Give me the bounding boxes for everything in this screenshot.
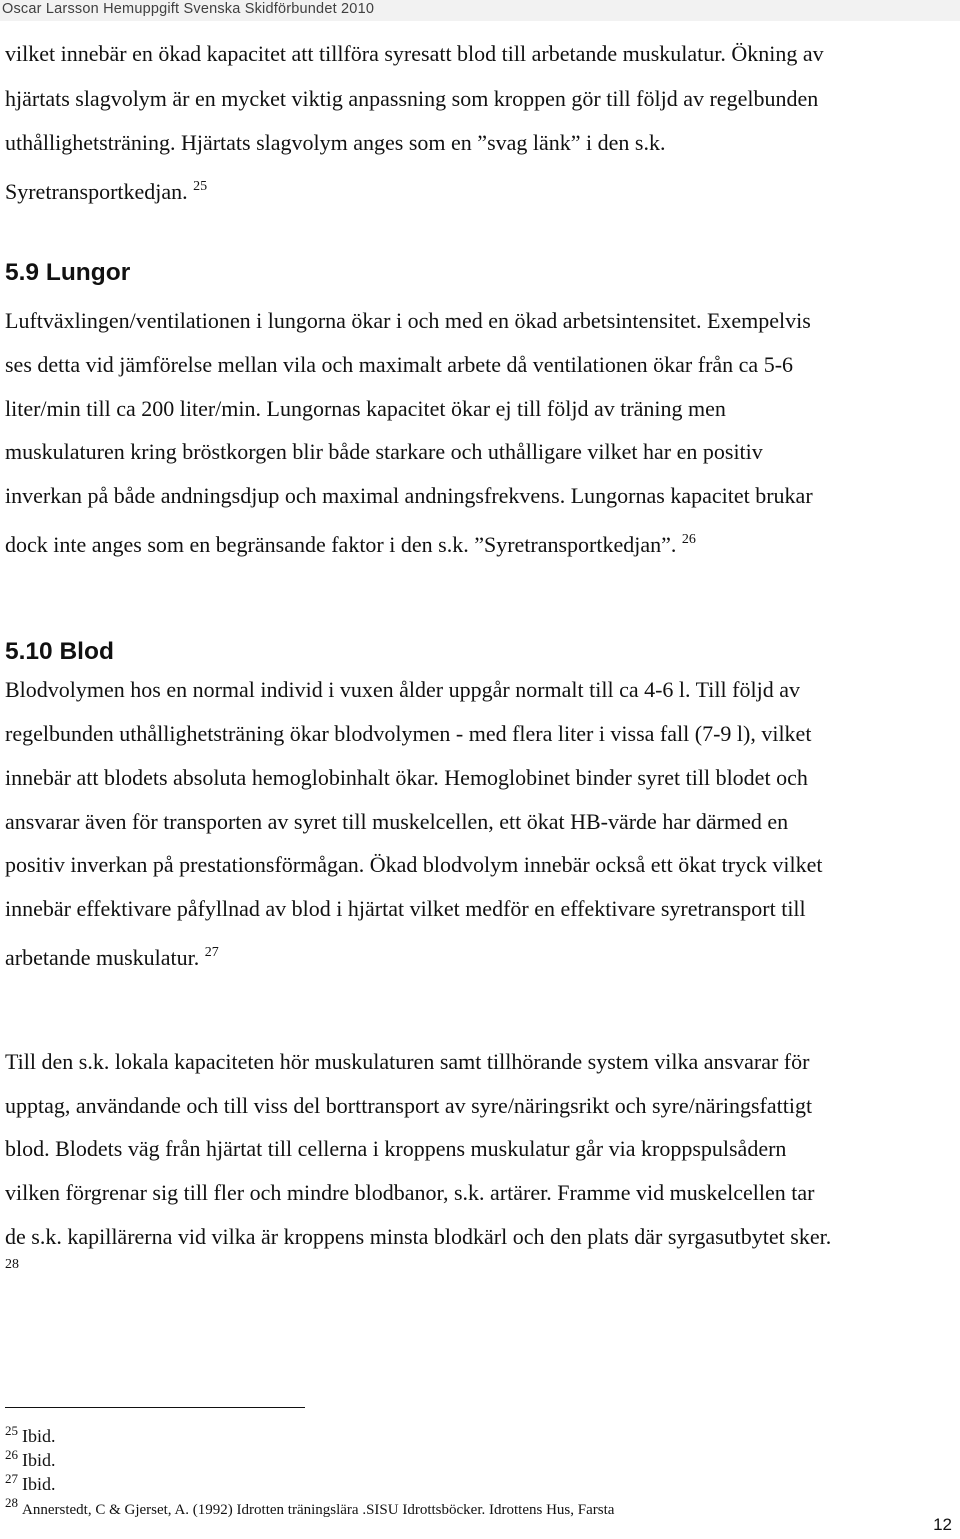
body-line: regelbunden uthållighetsträning ökar blodvolymen - med flera liter i vissa fall (7-9 l), vilket [5, 721, 812, 746]
body-line: hjärtats slagvolym är en mycket viktig anpassning som kroppen gör till följd av regelbunden [5, 86, 819, 111]
body-line: upptag, användande och till viss del borttransport av syre/näringsrikt och syre/näringsfattigt [5, 1093, 813, 1118]
running-title: Oscar Larsson Hemuppgift Svenska Skidförbundet 2010 [2, 1, 375, 17]
footnote-text: Ibid. [22, 1450, 56, 1470]
footnote-ref-26[interactable]: 26 [681, 532, 696, 547]
body-line: vilket innebär en ökad kapacitet att tillföra syresatt blod till arbetande muskulatur. Ökning av [5, 41, 824, 66]
footnote-text: Ibid. [22, 1474, 56, 1494]
body-line: Till den s.k. lokala kapaciteten hör muskulaturen samt tillhörande system vilka ansvarar för [5, 1049, 810, 1074]
body-line-text: Syretransportkedjan. [5, 179, 188, 204]
body-line: Blodvolymen hos en normal individ i vuxen ålder uppgår normalt till ca 4-6 l. Till följd av [5, 677, 800, 702]
body-line: innebär effektivare påfyllnad av blod i hjärtat vilket medför en effektivare syretransport till [5, 896, 806, 921]
footnote-ref-28[interactable]: 28 [5, 1257, 19, 1272]
body-line [5, 940, 219, 971]
footnote-25 [5, 1420, 56, 1447]
footnote-28 [5, 1492, 614, 1521]
body-line: positiv inverkan på prestationsförmågan. Ökad blodvolym innebär också ett ökat tryck vilket [5, 852, 823, 877]
footnote-number: 27 [5, 1471, 18, 1486]
body-line: innebär att blodets absoluta hemoglobinhalt ökar. Hemoglobinet binder syret till blodet och [5, 765, 808, 790]
section-heading-lungor: 5.9 Lungor [5, 259, 131, 286]
footnote-26 [5, 1444, 56, 1471]
footnote-separator [5, 1407, 305, 1408]
body-line: inverkan på både andningsdjup och maximal andningsfrekvens. Lungornas kapacitet brukar [5, 483, 813, 508]
body-line: muskulaturen kring bröstkorgen blir både starkare och uthålligare vilket har en positiv [5, 439, 763, 464]
body-line: blod. Blodets väg från hjärtat till cellerna i kroppens muskulatur går via kroppspulsådern [5, 1136, 787, 1161]
footnote-text: Ibid. [22, 1426, 56, 1446]
section-heading-blod: 5.10 Blod [5, 638, 114, 665]
body-line [5, 527, 696, 558]
body-line: Luftväxlingen/ventilationen i lungorna ökar i och med en ökad arbetsintensitet. Exempelvis [5, 308, 811, 333]
footnote-ref-25[interactable]: 25 [193, 179, 208, 194]
body-line: liter/min till ca 200 liter/min. Lungornas kapacitet ökar ej till följd av träning men [5, 396, 726, 421]
body-line: vilken förgrenar sig till fler och mindre blodbanor, s.k. artärer. Framme vid muskelcellen tar [5, 1180, 815, 1205]
footnote-text: Annerstedt, C & Gjerset, A. (1992) Idrotten träningslära .SISU Idrottsböcker. Idrottens Hus, Farsta [22, 1502, 615, 1518]
body-line: de s.k. kapillärerna vid vilka är kroppens minsta blodkärl och den plats där syrgasutbytet sker. [5, 1224, 832, 1249]
body-line: ansvarar även för transporten av syret till muskelcellen, ett ökat HB-värde har därmed en [5, 809, 789, 834]
body-line-text: dock inte anges som en begränsande faktor i den s.k. ”Syretransportkedjan”. [5, 532, 677, 557]
body-line: uthållighetsträning. Hjärtats slagvolym anges som en ”svag länk” i den s.k. [5, 130, 666, 155]
body-line: ses detta vid jämförelse mellan vila och maximalt arbete då ventilationen ökar från ca 5-6 [5, 352, 794, 377]
footnote-ref-27[interactable]: 27 [204, 945, 219, 960]
footnote-27 [5, 1468, 56, 1495]
footnote-number: 28 [5, 1495, 18, 1510]
running-header [0, 0, 960, 21]
footnote-number: 26 [5, 1447, 18, 1462]
body-line [5, 174, 207, 205]
body-line-text: arbetande muskulatur. [5, 945, 200, 970]
footnote-number: 25 [5, 1423, 18, 1438]
page-number: 12 [933, 1515, 952, 1534]
